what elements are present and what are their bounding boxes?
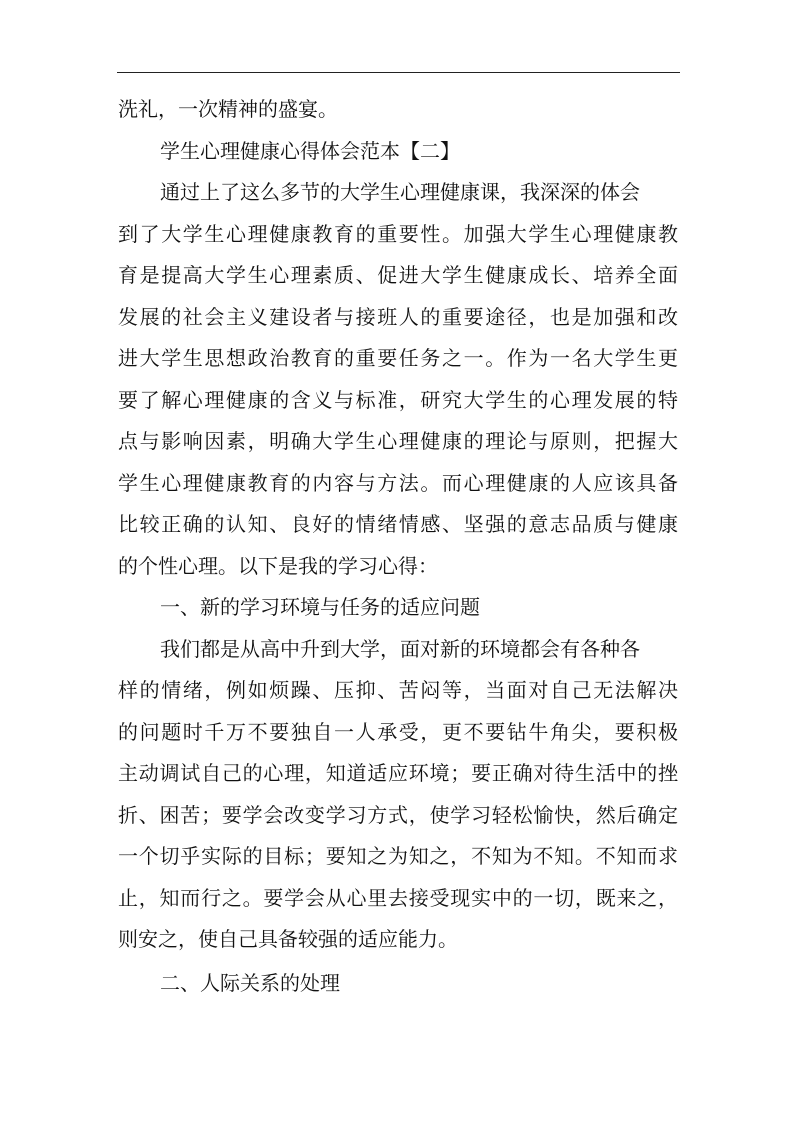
- paragraph-line: 比较正确的认知、良好的情绪情感、坚强的意志品质与健康: [118, 512, 678, 536]
- paragraph-line: 一个切乎实际的目标；要知之为知之，不知为不知。不知而求: [118, 844, 678, 868]
- paragraph-line: 主动调试自己的心理，知道适应环境；要正确对待生活中的挫: [118, 761, 678, 785]
- paragraph-line: 到了大学生心理健康教育的重要性。加强大学生心理健康教: [118, 221, 678, 246]
- paragraph-line: 的个性心理。以下是我的学习心得：: [118, 553, 438, 578]
- paragraph-line: 进大学生思想政治教育的重要任务之一。作为一名大学生更: [118, 346, 678, 370]
- section-heading: 一、新的学习环境与任务的适应问题: [160, 595, 480, 619]
- paragraph-line: 的问题时千万不要独自一人承受，更不要钻牛角尖，要积极: [118, 719, 678, 744]
- header-rule: [117, 72, 680, 73]
- document-body: [118, 89, 678, 1004]
- paragraph-line: 则安之，使自己具备较强的适应能力。: [118, 927, 458, 951]
- paragraph-line: 洗礼，一次精神的盛宴。: [118, 97, 338, 121]
- paragraph-line: 样的情绪，例如烦躁、压抑、苦闷等，当面对自己无法解决: [118, 678, 678, 702]
- paragraph-line: 学生心理健康教育的内容与方法。而心理健康的人应该具备: [118, 470, 678, 495]
- paragraph-line: 通过上了这么多节的大学生心理健康课，我深深的体会: [160, 180, 640, 204]
- paragraph-line: 我们都是从高中升到大学，面对新的环境都会有各种各: [160, 636, 640, 661]
- paragraph-line: 要了解心理健康的含义与标准，研究大学生的心理发展的特: [118, 387, 678, 412]
- paragraph-line: 折、困苦；要学会改变学习方式，使学习轻松愉快，然后确定: [118, 802, 678, 827]
- section-title: 学生心理健康心得体会范本【二】: [160, 138, 460, 163]
- paragraph-line: 育是提高大学生心理素质、促进大学生健康成长、培养全面: [118, 263, 678, 287]
- section-heading: 二、人际关系的处理: [160, 970, 340, 995]
- paragraph-line: 点与影响因素，明确大学生心理健康的理论与原则，把握大: [118, 429, 678, 453]
- paragraph-line: 发展的社会主义建设者与接班人的重要途径，也是加强和改: [118, 304, 678, 329]
- paragraph-line: 止，知而行之。要学会从心里去接受现实中的一切，既来之，: [118, 885, 678, 910]
